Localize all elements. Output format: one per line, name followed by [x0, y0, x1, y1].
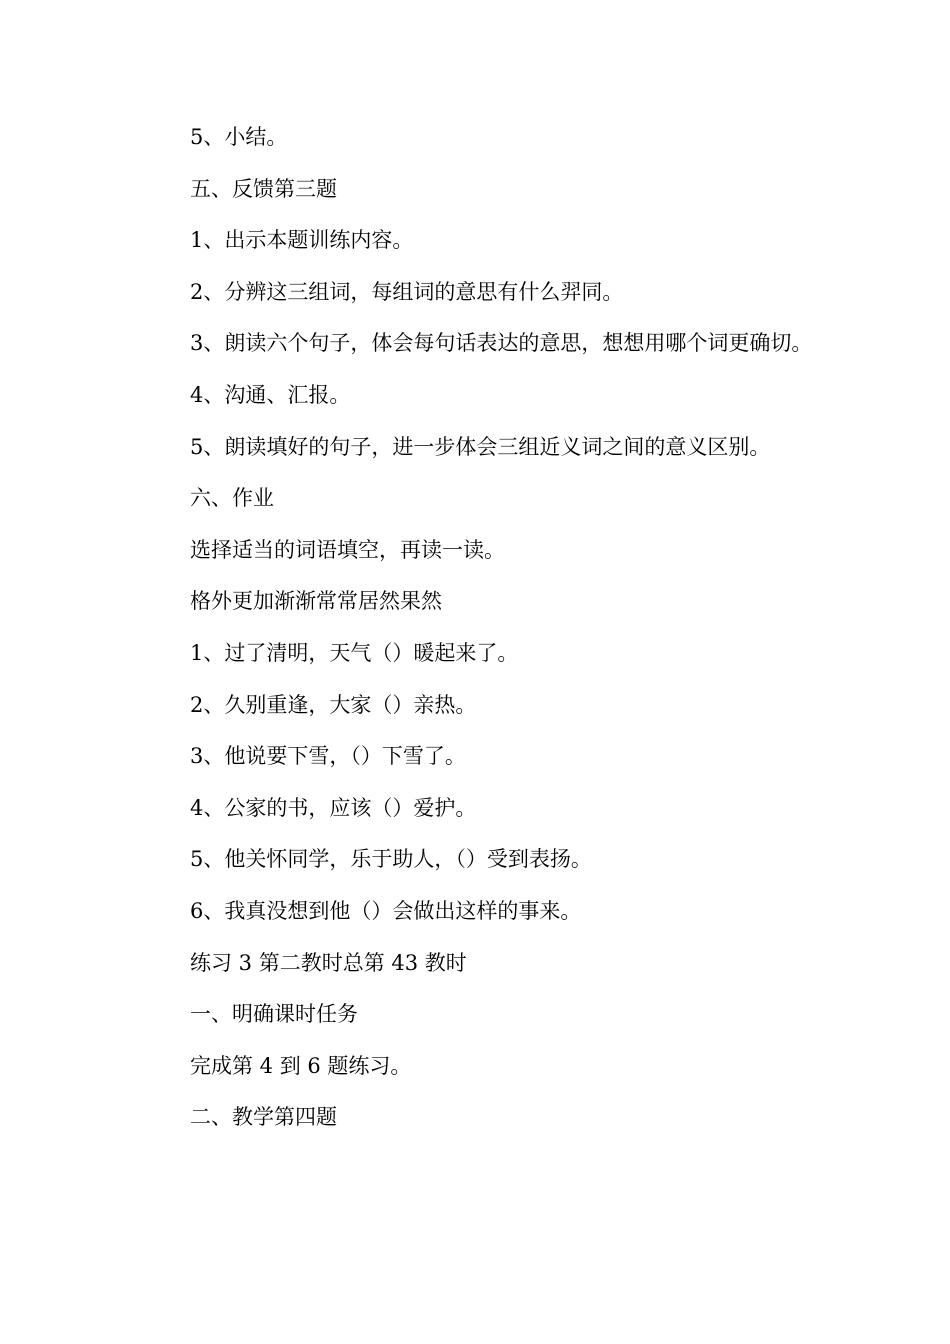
heading-homework: 六、作业 — [190, 486, 274, 511]
heading-feedback-third: 五、反馈第三题 — [190, 176, 337, 201]
paragraph-step-4: 4、沟通、汇报。 — [190, 382, 351, 407]
paragraph-task-detail: 完成第 4 到 6 题练习。 — [190, 1053, 412, 1078]
heading-lesson: 练习 3 第二教时总第 43 教时 — [190, 950, 467, 975]
exercise-item-4: 4、公家的书，应该（）爱护。 — [190, 795, 477, 820]
paragraph-step-3: 3、朗读六个句子，体会每句话表达的意思，想想用哪个词更确切。 — [190, 331, 813, 356]
heading-teach-fourth: 二、教学第四题 — [190, 1105, 337, 1130]
exercise-item-6: 6、我真没想到他（）会做出这样的事来。 — [190, 898, 582, 923]
exercise-item-3: 3、他说要下雪，（）下雪了。 — [190, 744, 466, 769]
paragraph-step-1: 1、出示本题训练内容。 — [190, 228, 414, 253]
exercise-item-5: 5、他关怀同学，乐于助人，（）受到表扬。 — [190, 847, 592, 872]
paragraph-summary: 5、小结。 — [190, 125, 288, 149]
paragraph-instruction: 选择适当的词语填空，再读一读。 — [190, 537, 505, 562]
exercise-item-2: 2、久别重逢，大家（）亲热。 — [190, 692, 477, 717]
exercise-item-1: 1、过了清明，天气（）暖起来了。 — [190, 640, 519, 665]
paragraph-step-5: 5、朗读填好的句子，进一步体会三组近义词之间的意义区别。 — [190, 434, 771, 459]
heading-task: 一、明确课时任务 — [190, 1002, 358, 1027]
document-body — [146, 112, 816, 1144]
paragraph-step-2: 2、分辨这三组词，每组词的意思有什么羿同。 — [190, 279, 624, 304]
paragraph-word-bank: 格外更加渐渐常常居然果然 — [190, 589, 442, 614]
